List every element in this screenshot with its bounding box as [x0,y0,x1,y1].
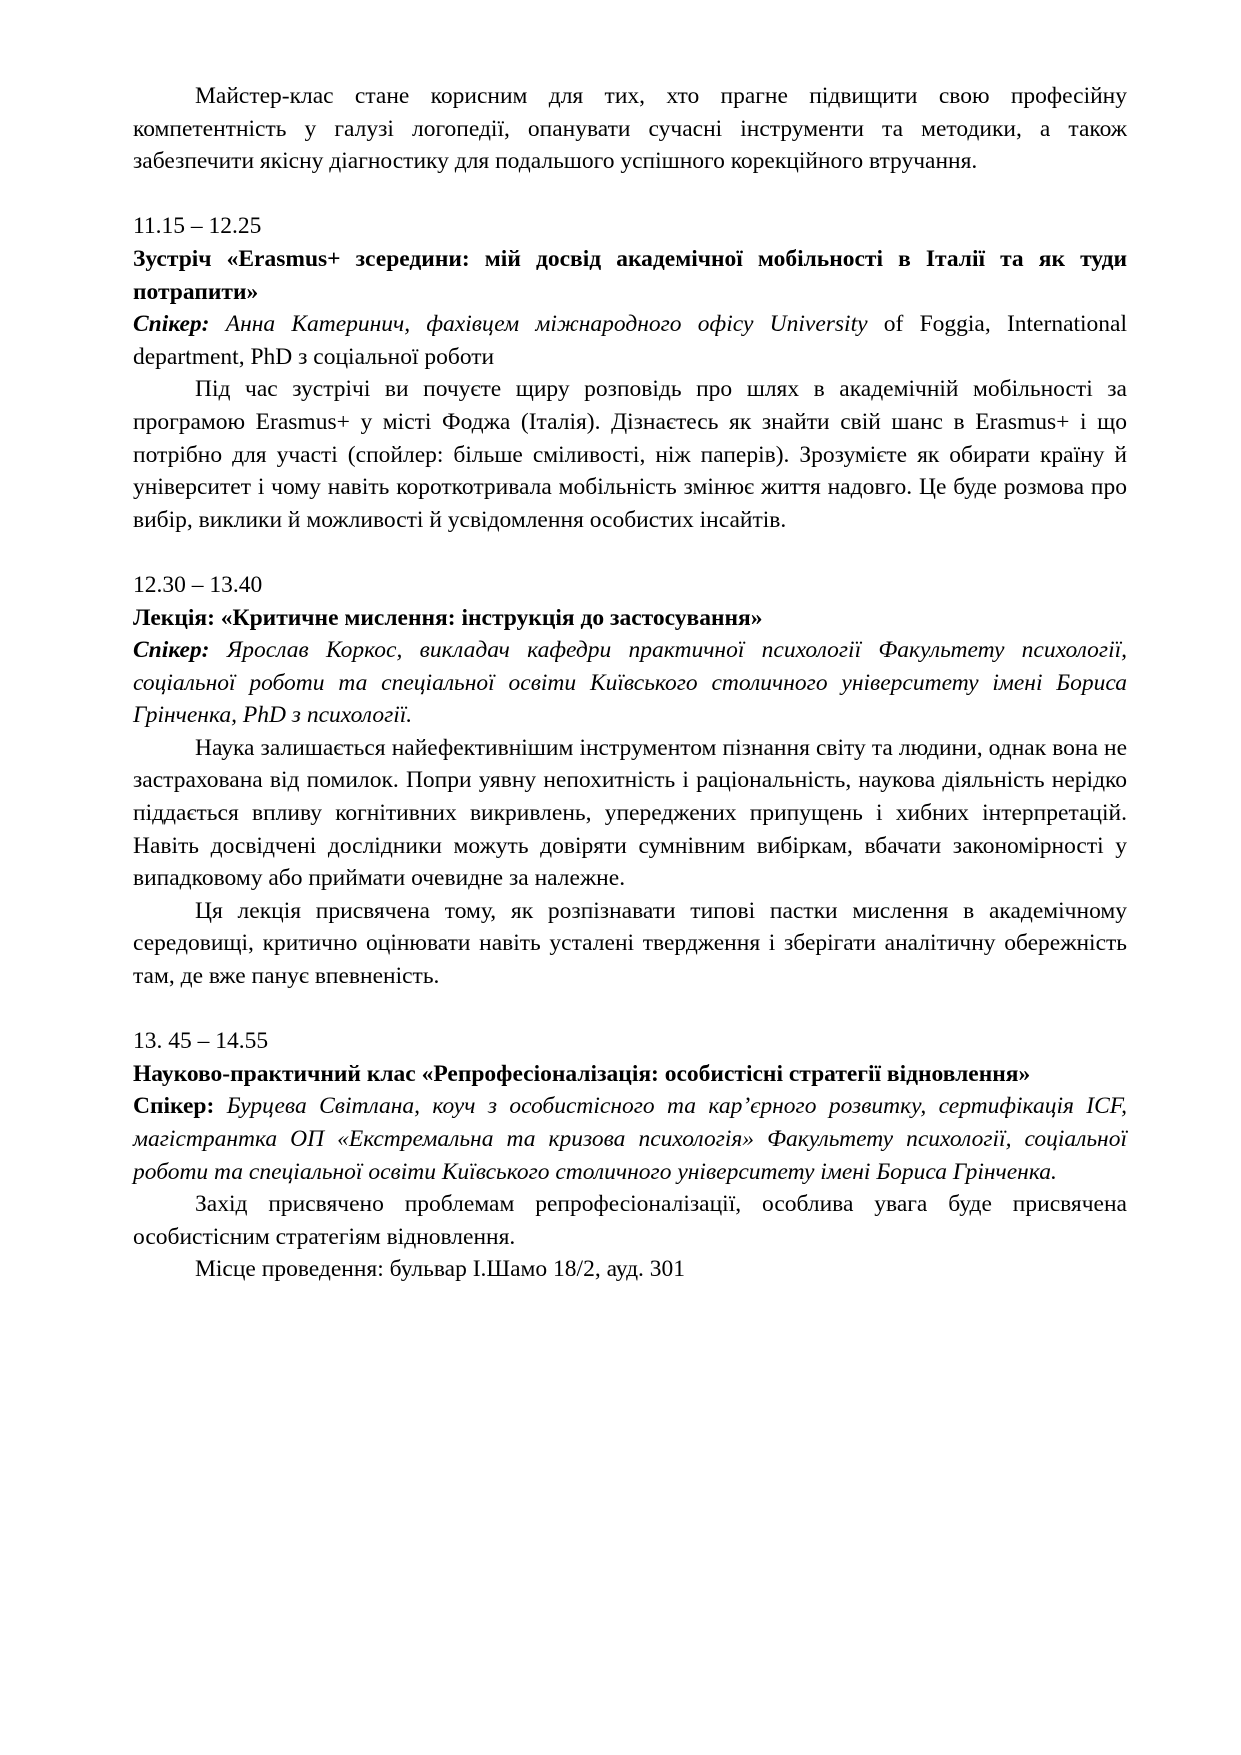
session-erasmus-description: Під час зустрічі ви почуєте щиру розповідь про шлях в академічній мобільності за програмою Erasmus+ у місті Фоджа (Італія). Дізнаєтесь як знайти свій шанс в Erasmus+ і що потрібно для участі (спойлер: більше сміливості, ніж паперів). Зрозумієте як обирати країну й університет і чому навіть короткотривала мобільність змінює життя надовго. Це буде розмова про вибір, виклики й можливості й усвідомлення особистих інсайтів. [133,376,1127,533]
session-critical-thinking-description-1: Наука залишається найефективнішим інструментом пізнання світу та людини, однак вона не застрахована від помилок. Попри уявну непохитність і раціональність, наукова діяльність нерідко піддається впливу когнітивних викривлень, упереджених припущень і хибних інтерпретацій. Навіть досвідчені дослідники можуть довіряти сумнівним вибіркам, вбачати закономірності у випадковому або приймати очевидне за належне. [133,734,1127,892]
speaker-name-role: Анна Катеринич, фахівцем міжнародного офісу University [225,311,868,338]
session-erasmus-title: Зустріч «Erasmus+ зсередини: мій досвід академічної мобільності в Італії та як туди потрапити» [133,245,1127,305]
session-erasmus-speaker [133,308,1127,373]
session-reprofessionalization [133,1025,1127,1286]
speaker-label: Спікер: [133,311,210,338]
session-critical-thinking-title: Лекція: «Критичне мислення: інструкція до застосування» [133,604,763,631]
session-critical-thinking-speaker [133,634,1127,732]
session-critical-thinking-time: 12.30 – 13.40 [133,571,263,598]
blank-line [133,178,1127,211]
session-erasmus [133,210,1127,536]
blank-line [133,993,1127,1026]
intro-paragraph: Майстер-клас стане корисним для тих, хто прагне підвищити свою професійну компетентність у галузі логопедії, опанувати сучасні інструменти та методики, а також забезпечити якісну діагностику для подальшого успішного корекційного втручання. [133,83,1127,175]
blank-line [133,536,1127,569]
speaker-name-role: Ярослав Коркос, викладач кафедри практичної психології Факультету психології, соціальної роботи та спеціальної освіти Київського столичного університету імені Бориса Грінченка, PhD з психології. [133,637,1128,729]
speaker-label: Спікер: [133,637,210,664]
session-critical-thinking-description-2: Ця лекція присвячена тому, як розпізнавати типові пастки мислення в академічному середовищі, критично оцінювати навіть усталені твердження і зберігати аналітичну обережність там, де вже панує впевненість. [133,897,1127,990]
speaker-affiliation: of Foggia, International department, PhD з соціальної роботи [133,311,1128,370]
session-reprofessionalization-description: Захід присвячено проблемам репрофесіоналізації, особлива увага буде присвячена особистісним стратегіям відновлення. [133,1191,1127,1250]
speaker-name-role: Бурцева Світлана, коуч з особистісного та кар’єрного розвитку, сертифікація ICF, магістрантка ОП «Екстремальна та кризова психологія» Факультету психології, соціальної роботи та спеціальної освіти Київського столичного університету імені Бориса Грінченка. [133,1093,1128,1185]
session-reprofessionalization-time: 13. 45 – 14.55 [133,1028,269,1055]
session-reprofessionalization-speaker [133,1090,1127,1188]
session-critical-thinking [133,569,1127,993]
session-erasmus-time: 11.15 – 12.25 [133,213,262,240]
venue-line: Місце проведення: бульвар І.Шамо 18/2, ауд. 301 [195,1256,686,1283]
session-reprofessionalization-title: Науково-практичний клас «Репрофесіоналізація: особистісні стратегії відновлення» [133,1060,1031,1087]
speaker-label: Спікер: [133,1093,215,1120]
